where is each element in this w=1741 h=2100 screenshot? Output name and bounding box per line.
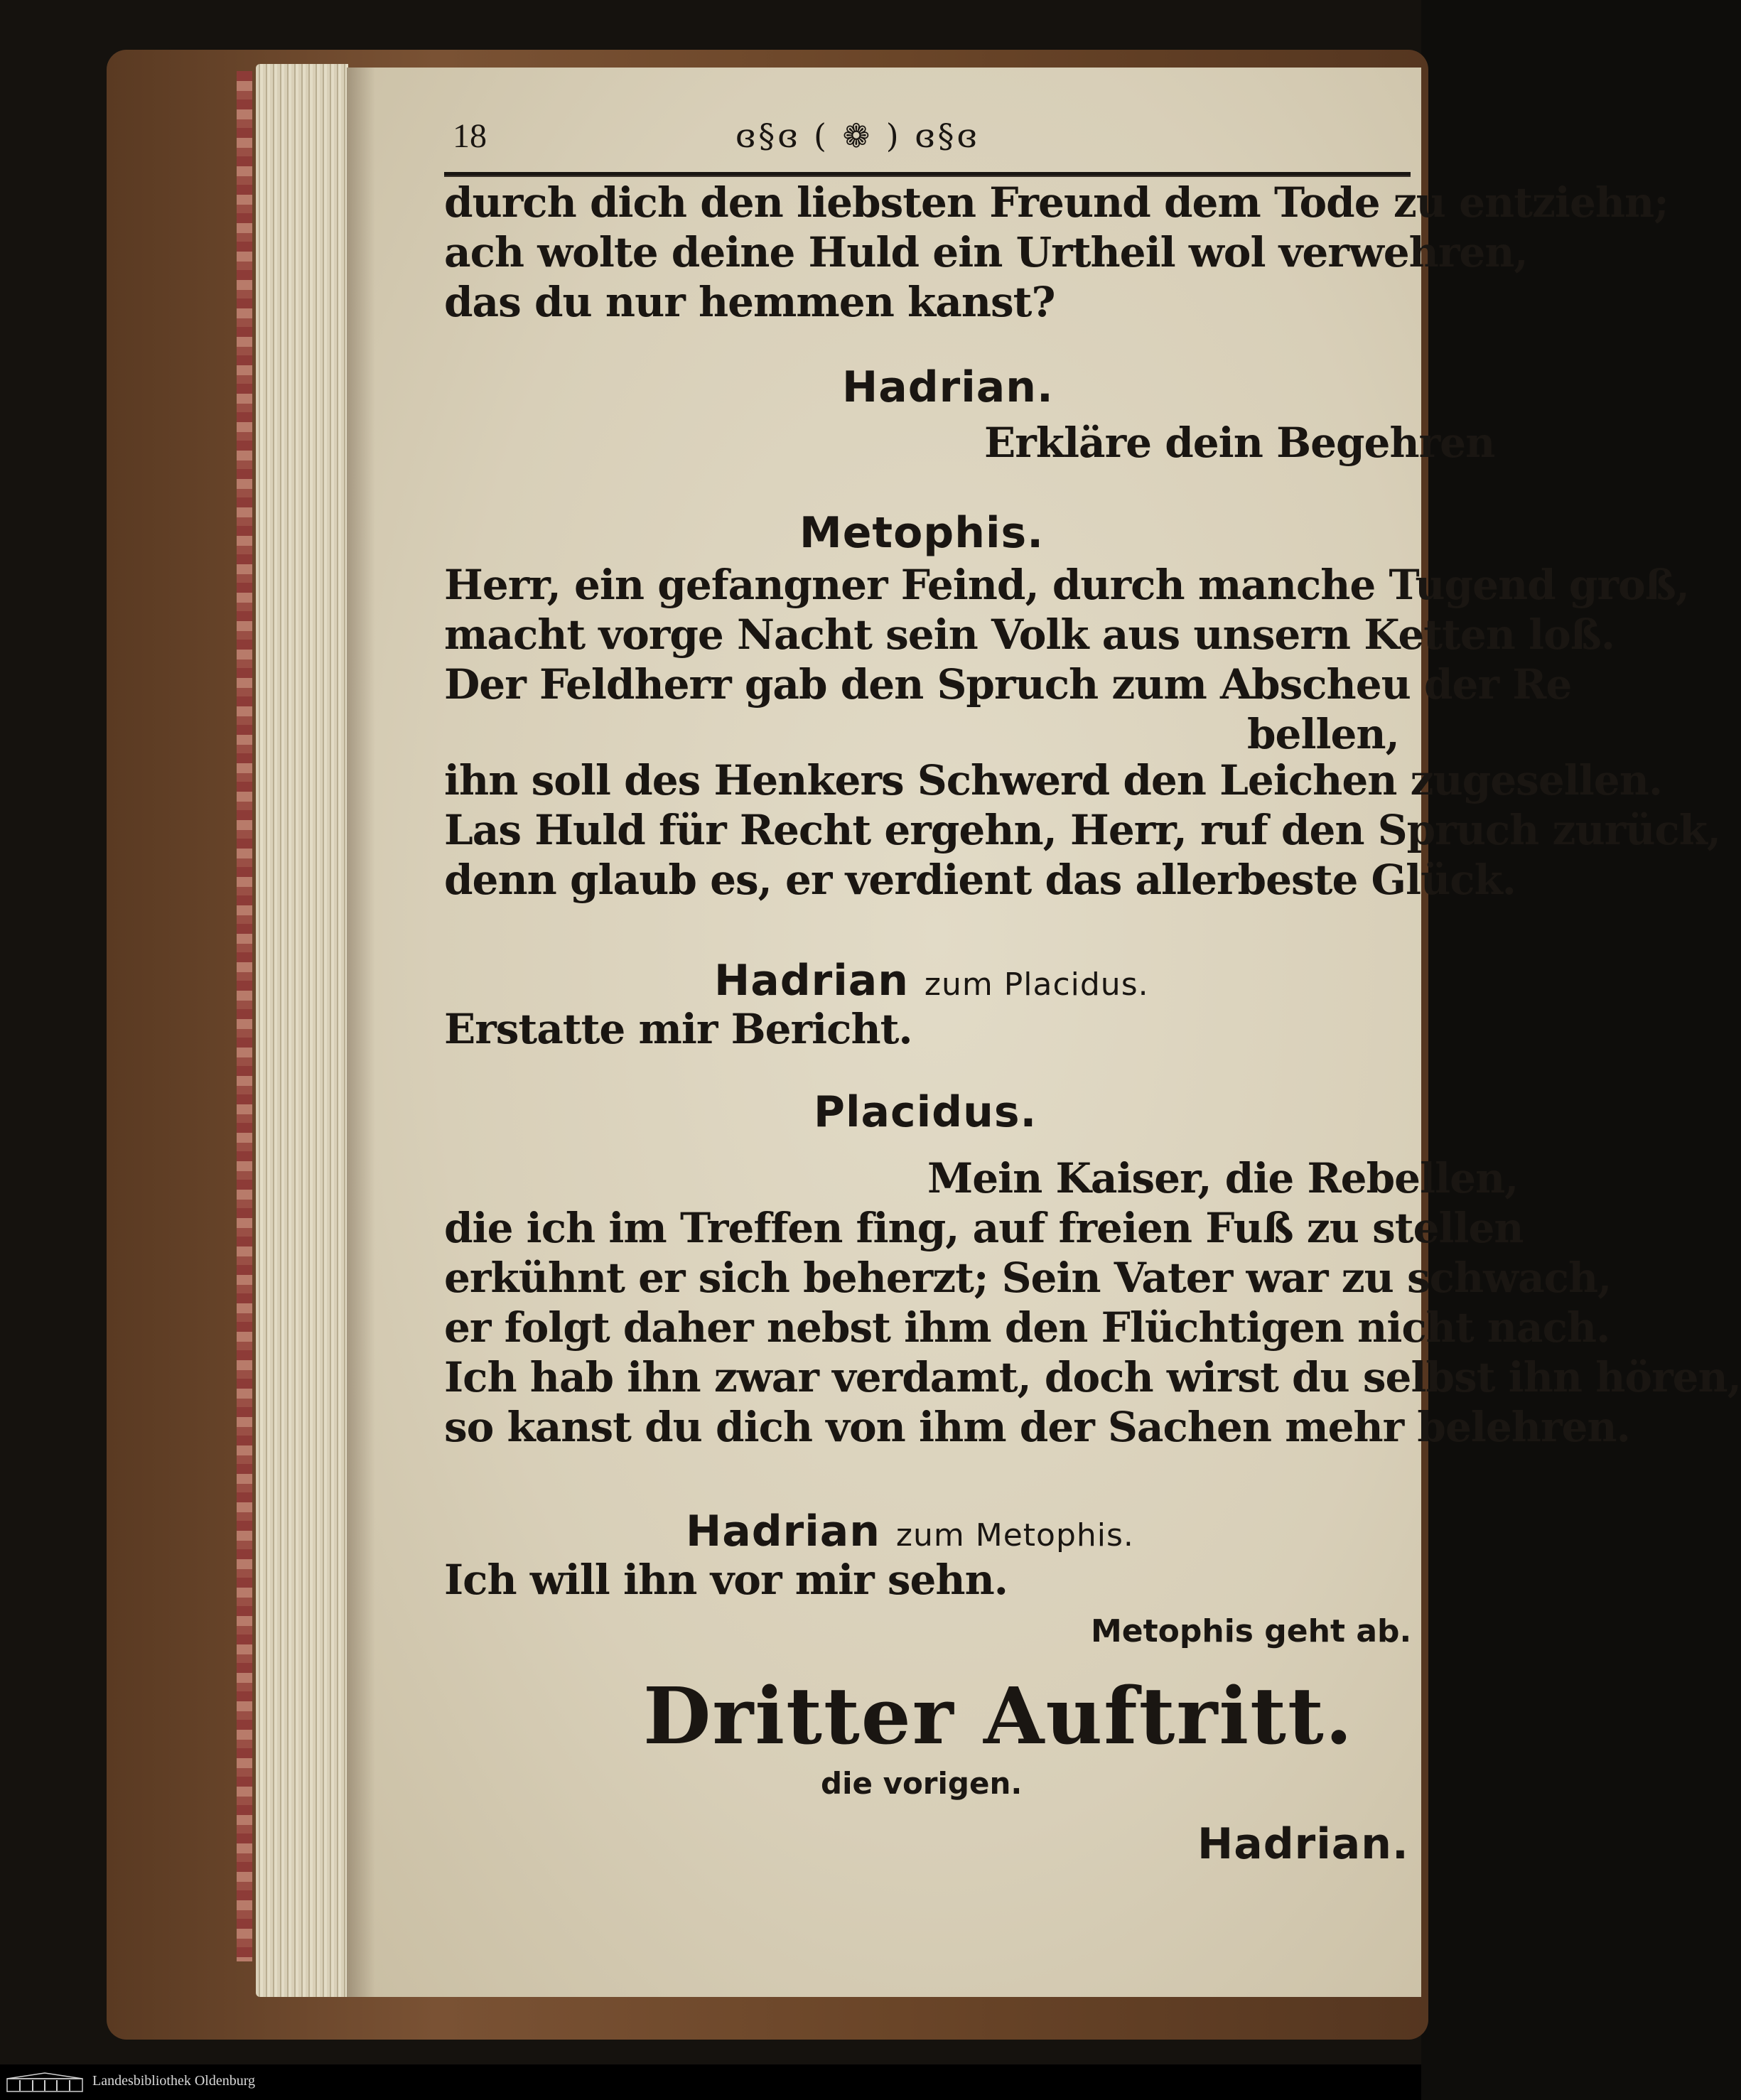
text-line: Erstatte mir Bericht. bbox=[444, 1005, 912, 1053]
speaker-aside: zum Metophis. bbox=[895, 1517, 1134, 1554]
text-line: bellen, bbox=[1247, 710, 1399, 758]
speaker-name: Hadrian. bbox=[842, 362, 1054, 412]
text-line: Mein Kaiser, die Rebellen, bbox=[927, 1154, 1519, 1202]
page-edges bbox=[256, 64, 348, 1997]
page-gutter-shadow bbox=[347, 68, 375, 1997]
text-line: macht vorge Nacht sein Volk aus unsern Ketten loß. bbox=[444, 610, 1615, 659]
stage-direction: Metophis geht ab. bbox=[1091, 1613, 1412, 1649]
header-rule bbox=[444, 172, 1411, 177]
text-line: ihn soll des Henkers Schwerd den Leichen zugesellen. bbox=[444, 756, 1663, 804]
speaker-label: Hadrian bbox=[714, 956, 910, 1006]
text-line: die ich im Treffen fing, auf freien Fuß zu stellen bbox=[444, 1204, 1524, 1252]
text-line: denn glaub es, er verdient das allerbeste Glück. bbox=[444, 856, 1516, 904]
library-name: Landesbibliothek Oldenburg bbox=[92, 2073, 256, 2089]
library-building-icon bbox=[6, 2072, 84, 2093]
text-line: Erkläre dein Begehren bbox=[984, 419, 1495, 467]
text-line: Der Feldherr gab den Spruch zum Abscheu der Re bbox=[444, 660, 1572, 709]
speaker-aside: zum Placidus. bbox=[924, 966, 1149, 1003]
page-number: 18 bbox=[453, 117, 487, 155]
running-header bbox=[444, 117, 1411, 178]
text-line: Las Huld für Recht ergehn, Herr, ruf den Spruch zurück, bbox=[444, 806, 1721, 854]
text-line: Ich will ihn vor mir sehn. bbox=[444, 1556, 1008, 1604]
scene-subtitle: die vorigen. bbox=[821, 1766, 1023, 1801]
text-line: Herr, ein gefangner Feind, durch manche Tugend groß, bbox=[444, 561, 1689, 609]
text-line: Ich hab ihn zwar verdamt, doch wirst du selbst ihn hören, bbox=[444, 1353, 1741, 1401]
scene-title: Dritter Auftritt. bbox=[643, 1670, 1354, 1762]
book-headband bbox=[237, 71, 252, 1961]
speaker-name: Placidus. bbox=[814, 1087, 1037, 1137]
text-line: erkühnt er sich beherzt; Sein Vater war zu schwach, bbox=[444, 1254, 1612, 1302]
speaker-label: Hadrian bbox=[686, 1507, 881, 1556]
text-line: er folgt daher nebst ihm den Flüchtigen nicht nach. bbox=[444, 1303, 1610, 1352]
speaker-name: Hadrian. bbox=[1197, 1819, 1409, 1869]
speaker-name bbox=[714, 956, 1149, 1006]
text-line: so kanst du dich von ihm der Sachen mehr belehren. bbox=[444, 1403, 1630, 1451]
speaker-name: Metophis. bbox=[799, 508, 1045, 558]
text-line: das du nur hemmen kanst? bbox=[444, 278, 1055, 326]
speaker-name bbox=[686, 1507, 1134, 1556]
library-footer bbox=[0, 2064, 1421, 2100]
header-ornament: ɞ§ɞ ( ❁ ) ɞ§ɞ bbox=[735, 117, 980, 155]
text-line: ach wolte deine Huld ein Urtheil wol verwehren, bbox=[444, 228, 1528, 276]
text-line: durch dich den liebsten Freund dem Tode zu entziehn; bbox=[444, 178, 1669, 227]
